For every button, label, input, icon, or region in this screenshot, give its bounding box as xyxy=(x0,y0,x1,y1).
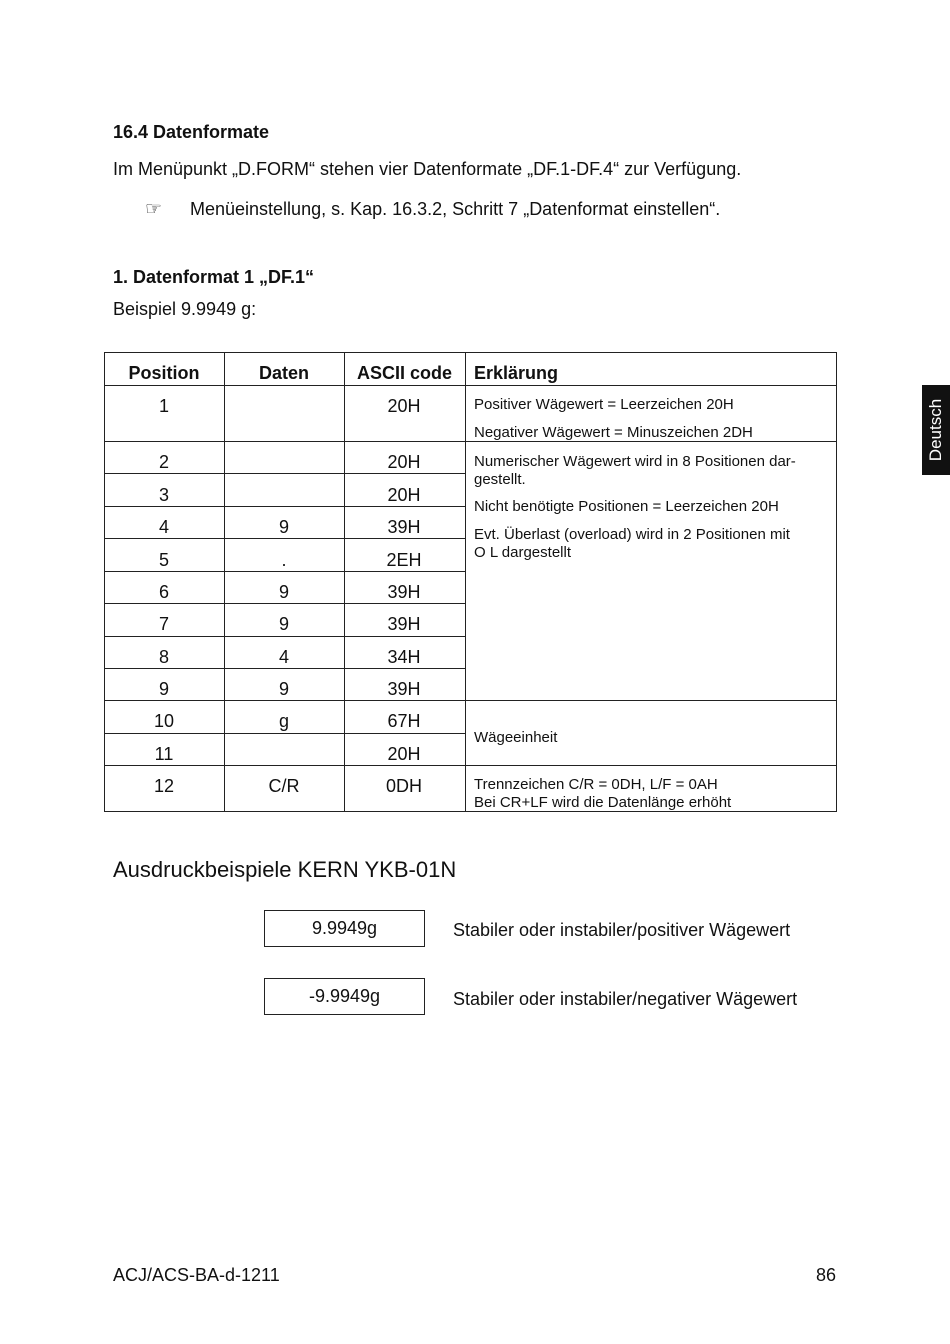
cell-daten: 4 xyxy=(278,647,289,667)
language-tab xyxy=(922,385,950,475)
cell-position: 7 xyxy=(158,614,169,634)
cell-position: 1 xyxy=(158,396,169,416)
pointing-hand-icon: ☞ xyxy=(145,199,163,220)
footer-doc-id: ACJ/ACS-BA-d-1211 xyxy=(113,1265,280,1285)
explanation-numeric-line2: gestellt. xyxy=(474,471,526,488)
explanation-unused: Nicht benötigte Positionen = Leerzeichen 20H xyxy=(474,498,779,515)
cell-ascii: 67H xyxy=(387,711,421,731)
section-title: 16.4 Datenformate xyxy=(113,122,270,142)
printout-box-negative: -9.9949g xyxy=(264,978,425,1015)
cell-ascii: 39H xyxy=(387,582,421,602)
cell-daten: 9 xyxy=(278,614,289,634)
cell-daten: 9 xyxy=(278,517,289,537)
example-text: Beispiel 9.9949 g: xyxy=(113,299,257,319)
printout-box-positive: 9.9949g xyxy=(264,910,425,947)
explanation-sign-negative: Negativer Wägewert = Minuszeichen 2DH xyxy=(474,424,753,441)
explanation-numeric-line1: Numerischer Wägewert wird in 8 Positionen dar- xyxy=(474,453,796,470)
cell-ascii: 0DH xyxy=(385,776,422,796)
cell-position: 4 xyxy=(158,517,169,537)
cell-daten: . xyxy=(281,550,287,570)
printout-heading: Ausdruckbeispiele KERN YKB-01N xyxy=(113,857,457,882)
explanation-overload-line2: O L dargestellt xyxy=(474,544,571,561)
explanation-sign-positive: Positiver Wägewert = Leerzeichen 20H xyxy=(474,396,734,413)
page-number: 86 xyxy=(816,1265,837,1285)
header-ascii-code: ASCII code xyxy=(356,363,453,383)
explanation-overload-line1: Evt. Überlast (overload) wird in 2 Positionen mit xyxy=(474,526,790,543)
cell-position: 12 xyxy=(153,776,175,796)
cell-position: 10 xyxy=(153,711,175,731)
cell-position: 2 xyxy=(158,452,169,472)
header-daten: Daten xyxy=(258,363,309,383)
cell-position: 11 xyxy=(154,744,174,764)
cell-position: 8 xyxy=(158,647,169,667)
explanation-separator-line1: Trennzeichen C/R = 0DH, L/F = 0AH xyxy=(474,776,718,793)
cell-ascii: 39H xyxy=(387,679,421,699)
cell-ascii: 39H xyxy=(387,517,421,537)
cell-position: 3 xyxy=(158,485,169,505)
hint-text: Menüeinstellung, s. Kap. 16.3.2, Schritt 7 „Datenformat einstellen“. xyxy=(190,199,721,219)
cell-ascii: 20H xyxy=(387,485,421,505)
header-position: Position xyxy=(128,363,200,383)
printout-desc-negative: Stabiler oder instabiler/negativer Wägewert xyxy=(453,989,798,1009)
cell-daten: g xyxy=(278,711,289,731)
cell-daten: 9 xyxy=(278,582,289,602)
cell-ascii: 39H xyxy=(387,614,421,634)
cell-daten: 9 xyxy=(278,679,289,699)
cell-ascii: 34H xyxy=(387,647,421,667)
cell-position: 6 xyxy=(158,582,169,602)
cell-ascii: 2EH xyxy=(386,550,422,570)
header-erklaerung: Erklärung xyxy=(474,363,559,383)
cell-ascii: 20H xyxy=(387,452,421,472)
cell-ascii: 20H xyxy=(387,396,421,416)
cell-position: 5 xyxy=(158,550,169,570)
format-title: 1. Datenformat 1 „DF.1“ xyxy=(113,267,315,287)
cell-daten: C/R xyxy=(268,776,300,796)
language-tab-label: Deutsch xyxy=(926,398,945,462)
cell-ascii: 20H xyxy=(387,744,421,764)
explanation-unit: Wägeeinheit xyxy=(474,729,558,746)
cell-position: 9 xyxy=(158,679,169,699)
intro-text: Im Menüpunkt „D.FORM“ stehen vier Datenformate „DF.1-DF.4“ zur Verfügung. xyxy=(113,159,742,179)
printout-desc-positive: Stabiler oder instabiler/positiver Wägewert xyxy=(453,920,791,940)
explanation-separator-line2: Bei CR+LF wird die Datenlänge erhöht xyxy=(474,794,732,811)
